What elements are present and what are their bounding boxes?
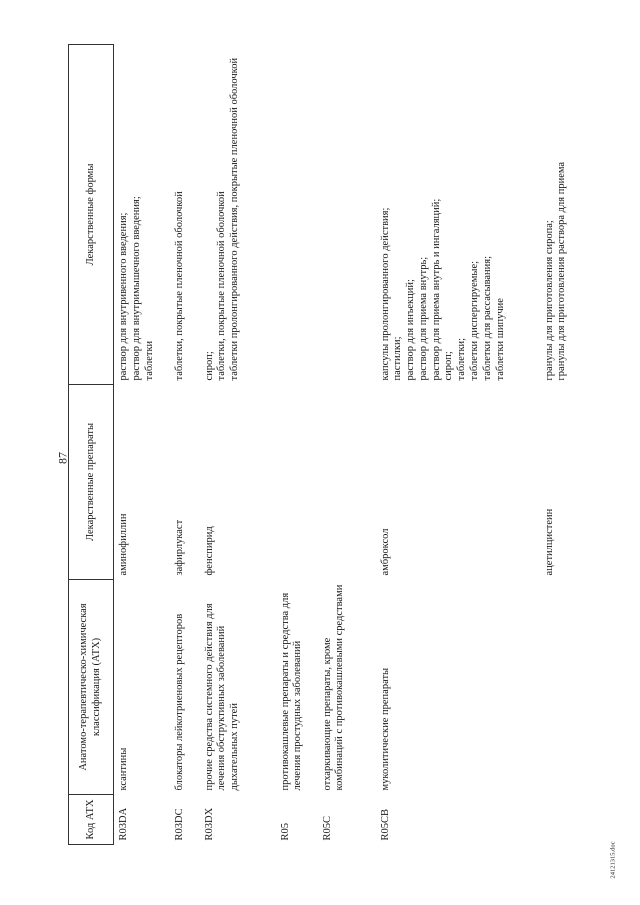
form-line: раствор для приема внутрь и ингаляций; xyxy=(430,198,442,381)
cell-forms xyxy=(200,45,276,385)
cell-drug: амброксол xyxy=(379,528,391,576)
form-line: пастилки; xyxy=(392,336,404,381)
drug-table xyxy=(68,44,598,845)
table-row xyxy=(170,45,200,845)
form-line: капсулы пролонгированного действия; xyxy=(379,207,391,381)
cell-atc: блокаторы лейкотриеновых рецепторов xyxy=(173,613,185,791)
form-line: таблетки шипучие xyxy=(494,298,506,381)
table-row xyxy=(318,45,376,845)
header-atc: Анатомо-терапевтическо-химическая классификация (АТХ) xyxy=(69,580,114,795)
cell-code: R03DX xyxy=(203,807,215,841)
form-line: раствор для внутримышечного введения; xyxy=(130,196,142,381)
cell-atc: ксантины xyxy=(118,747,129,791)
cell-atc: противокашлевые препараты и средства для лечения простудных заболеваний xyxy=(279,592,304,791)
cell-drug: аминофиллин xyxy=(118,513,129,576)
cell-atc: муколитические препараты xyxy=(379,667,391,791)
form-line: раствор для инъекций; xyxy=(405,279,417,381)
table-header-row xyxy=(69,45,114,845)
form-line: сироп; xyxy=(203,351,215,381)
form-line: таблетки пролонгированного действия, покрытые пленочной оболочкой xyxy=(229,57,241,381)
table-row xyxy=(540,45,599,845)
cell-forms xyxy=(276,45,318,385)
cell-drug xyxy=(276,385,318,580)
cell-code xyxy=(540,795,599,845)
cell-code: R05CB xyxy=(379,808,391,841)
cell-drug: ацетилцистеин xyxy=(543,508,555,576)
cell-forms xyxy=(318,45,376,385)
header-forms: Лекарственные формы xyxy=(69,45,114,385)
cell-code: R05 xyxy=(279,822,291,841)
cell-drug: зафирлукаст xyxy=(173,519,185,576)
cell-forms xyxy=(376,45,540,385)
form-line: гранулы для приготовления раствора для приема xyxy=(556,161,568,381)
table-row xyxy=(276,45,318,845)
form-line: раствор для приема внутрь; xyxy=(417,256,429,381)
cell-forms xyxy=(114,45,170,385)
footer-filename: 24121315.doc xyxy=(609,841,617,879)
cell-drug: фенспирид xyxy=(203,526,215,576)
header-drugs: Лекарственные препараты xyxy=(69,385,114,580)
form-line: таблетки, покрытые пленочной оболочкой xyxy=(173,191,185,381)
cell-code: R03DC xyxy=(173,808,185,841)
cell-atc xyxy=(540,580,599,795)
form-line: таблетки для рассасывания; xyxy=(481,255,493,381)
form-line: раствор для внутривенного введения; xyxy=(118,212,129,381)
form-line: гранулы для приготовления сиропа; xyxy=(543,220,555,381)
form-line: таблетки диспергируемые; xyxy=(469,260,481,381)
cell-atc: прочие средства системного действия для лечения обструктивных заболеваний дыхательных путей xyxy=(203,603,241,791)
form-line: таблетки; xyxy=(456,337,468,381)
cell-atc: отхаркивающие препараты, кроме комбинаций с противокашлевыми средствами xyxy=(321,584,346,791)
cell-drug xyxy=(318,385,376,580)
form-line: таблетки, покрытые пленочной оболочкой xyxy=(216,191,228,381)
form-line: таблетки xyxy=(143,340,155,381)
cell-code: R03DA xyxy=(118,807,129,841)
cell-forms xyxy=(170,45,200,385)
table-row xyxy=(376,45,540,845)
cell-forms xyxy=(540,45,599,385)
table-row xyxy=(200,45,276,845)
cell-code: R05C xyxy=(321,815,333,841)
drug-table-container xyxy=(68,45,598,845)
table-row xyxy=(114,45,170,845)
page-number: 87 xyxy=(55,452,70,464)
form-line: сироп; xyxy=(443,351,455,381)
header-code: Код АТХ xyxy=(69,795,114,845)
